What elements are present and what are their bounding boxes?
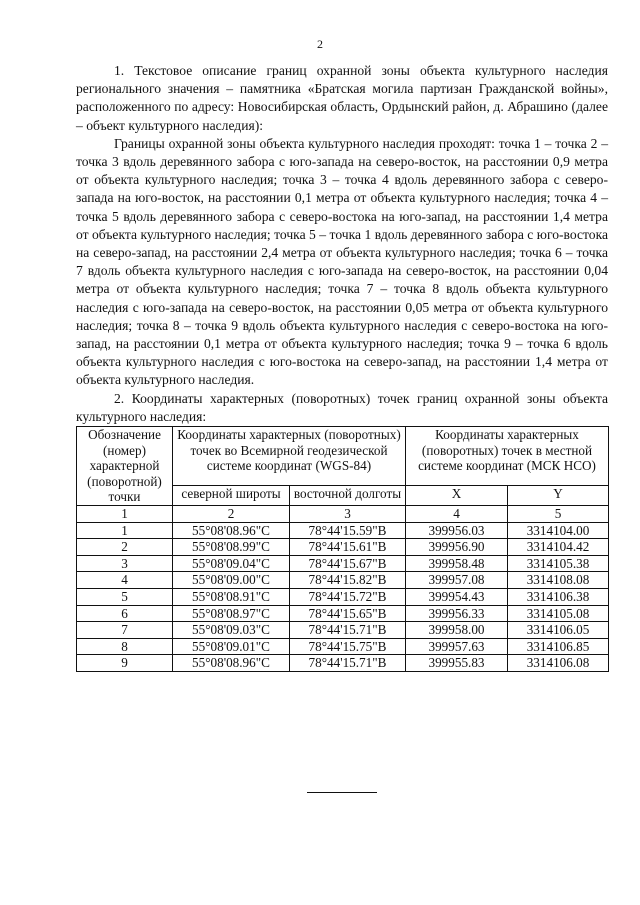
cell-point: 7 (77, 622, 173, 639)
cell-latitude: 55°08'08.96"С (173, 522, 290, 539)
cell-y: 3314106.08 (508, 655, 609, 672)
cell-x: 399954.43 (406, 589, 508, 606)
cell-point: 4 (77, 572, 173, 589)
cell-x: 399957.63 (406, 638, 508, 655)
cell-y: 3314106.05 (508, 622, 609, 639)
cell-x: 399956.03 (406, 522, 508, 539)
table-column-numbers-row (77, 506, 609, 523)
cell-point: 5 (77, 589, 173, 606)
cell-x: 399956.33 (406, 605, 508, 622)
column-number: 3 (290, 506, 406, 523)
cell-latitude: 55°08'09.00"С (173, 572, 290, 589)
cell-x: 399955.83 (406, 655, 508, 672)
column-number: 1 (77, 506, 173, 523)
cell-y: 3314104.00 (508, 522, 609, 539)
cell-longitude: 78°44'15.71"В (290, 622, 406, 639)
end-divider-line (307, 792, 377, 793)
cell-x: 399958.00 (406, 622, 508, 639)
cell-latitude: 55°08'08.99"С (173, 539, 290, 556)
cell-point: 2 (77, 539, 173, 556)
cell-latitude: 55°08'08.97"С (173, 605, 290, 622)
cell-point: 9 (77, 655, 173, 672)
cell-longitude: 78°44'15.59"В (290, 522, 406, 539)
table-row (77, 655, 609, 672)
cell-latitude: 55°08'08.91"С (173, 589, 290, 606)
table-row (77, 555, 609, 572)
cell-latitude: 55°08'09.03"С (173, 622, 290, 639)
paragraph-zone-description: 1. Текстовое описание границ охранной зоны объекта культурного наследия регионального значения – памятника «Братская могила партизан Гражданской войны», расположенного по адресу: Новосибирская область, Ордынский район, д. Абрашино (далее – объект культурного наследия): (76, 63, 608, 133)
table-row (77, 522, 609, 539)
cell-point: 3 (77, 555, 173, 572)
cell-point: 1 (77, 522, 173, 539)
cell-latitude: 55°08'09.01"С (173, 638, 290, 655)
subheader-x: X (406, 485, 508, 505)
paragraph-zone-boundaries: Границы охранной зоны объекта культурного наследия проходят: точка 1 – точка 2 – точка 3 вдоль деревянного забора с юго-запада на северо-восток, на расстоянии 0,9 метра от объекта культурного наследия; точка 3 – точка 4 вдоль деревянного забора с северо-запада на юго-восток, на расстоянии 0,1 метра от объекта культурного наследия; точка 4 – точка 5 вдоль деревянного забора с северо-востока на юго-запад, на расстоянии 1,4 метра от объекта культурного наследия; точка 5 – точка 1 вдоль деревянного забора с юго-востока на северо-запад, на расстоянии 2,4 метра от объекта культурного наследия; точка 6 – точка 7 вдоль объекта культурного наследия с юго-запада на северо-восток, на расстоянии 0,04 метра от объекта культурного наследия; точка 7 – точка 8 вдоль объекта культурного наследия с юго-запада на северо-восток, на расстоянии 0,05 метра от объекта культурного наследия; точка 8 – точка 9 вдоль объекта культурного наследия с северо-востока на юго-запад, на расстоянии 0,1 метра от объекта культурного наследия; точка 9 – точка 6 вдоль объекта культурного наследия с юго-востока на северо-запад, на расстоянии 1,4 метра от объекта культурного наследия. (76, 135, 608, 388)
cell-x: 399956.90 (406, 539, 508, 556)
cell-longitude: 78°44'15.61"В (290, 539, 406, 556)
header-msk-nso: Координаты характерных (поворотных) точек в местной системе координат (МСК НСО) (406, 427, 609, 486)
cell-y: 3314108.08 (508, 572, 609, 589)
page-number: 2 (317, 37, 323, 51)
table-row (77, 589, 609, 606)
cell-y: 3314105.38 (508, 555, 609, 572)
cell-latitude: 55°08'09.04"С (173, 555, 290, 572)
cell-x: 399958.48 (406, 555, 508, 572)
subheader-north-latitude: северной широты (173, 485, 290, 505)
cell-y: 3314104.42 (508, 539, 609, 556)
column-number: 5 (508, 506, 609, 523)
table-header-row (77, 427, 609, 486)
table-row (77, 572, 609, 589)
cell-longitude: 78°44'15.65"В (290, 605, 406, 622)
cell-y: 3314105.08 (508, 605, 609, 622)
header-point-number: Обозначение (номер) характерной (поворотной) точки (77, 427, 173, 506)
table-row (77, 638, 609, 655)
paragraph-coordinates-intro: 2. Координаты характерных (поворотных) точек границ охранной зоны объекта культурного наследия: (76, 390, 608, 424)
cell-point: 8 (77, 638, 173, 655)
column-number: 4 (406, 506, 508, 523)
cell-longitude: 78°44'15.67"В (290, 555, 406, 572)
cell-y: 3314106.38 (508, 589, 609, 606)
coordinates-table (76, 426, 609, 672)
cell-longitude: 78°44'15.71"В (290, 655, 406, 672)
document-body (76, 62, 608, 672)
cell-y: 3314106.85 (508, 638, 609, 655)
table-row (77, 622, 609, 639)
cell-longitude: 78°44'15.72"В (290, 589, 406, 606)
cell-longitude: 78°44'15.82"В (290, 572, 406, 589)
table-row (77, 605, 609, 622)
cell-latitude: 55°08'08.96"С (173, 655, 290, 672)
column-number: 2 (173, 506, 290, 523)
cell-longitude: 78°44'15.75"В (290, 638, 406, 655)
table-row (77, 539, 609, 556)
cell-point: 6 (77, 605, 173, 622)
cell-x: 399957.08 (406, 572, 508, 589)
header-wgs84: Координаты характерных (поворотных) точек во Всемирной геодезической системе координат (WGS-84) (173, 427, 406, 486)
subheader-east-longitude: восточной долготы (290, 485, 406, 505)
subheader-y: Y (508, 485, 609, 505)
